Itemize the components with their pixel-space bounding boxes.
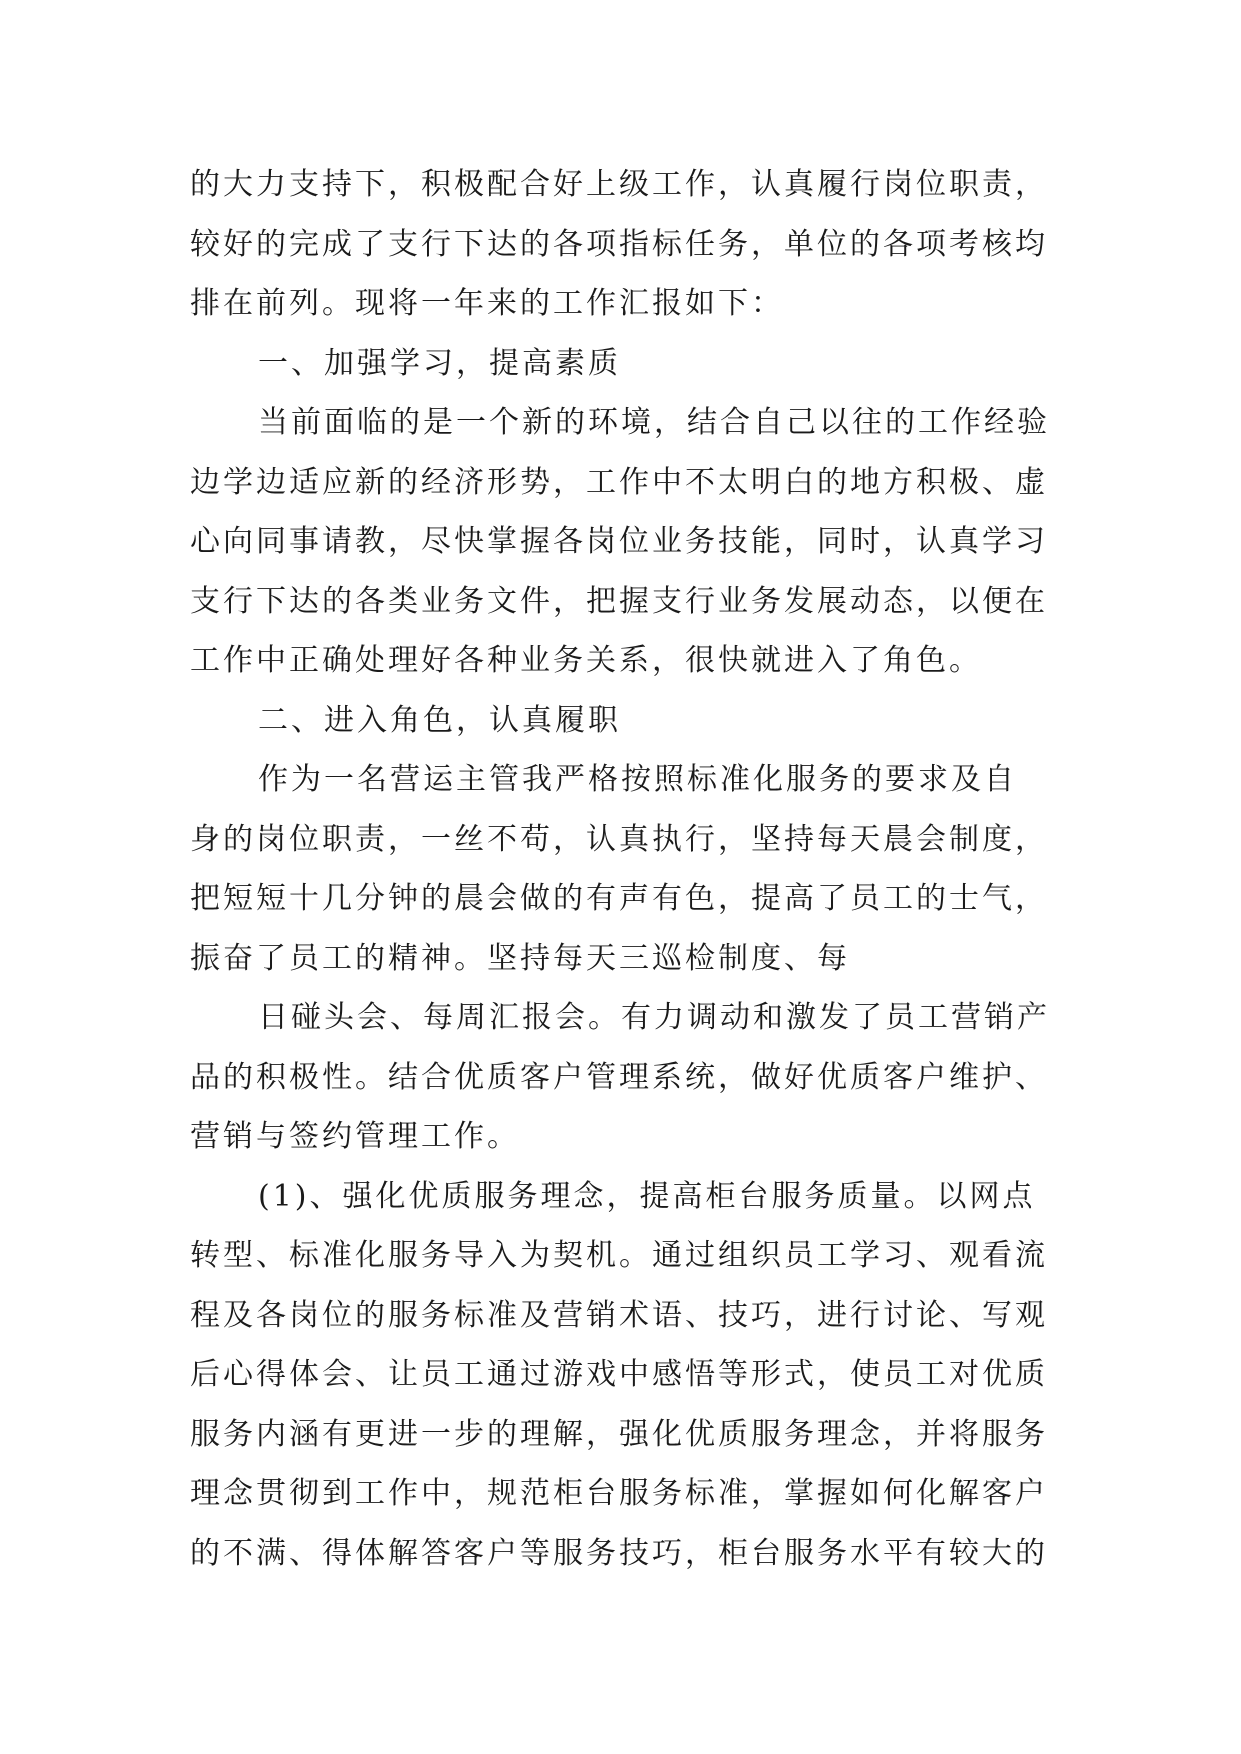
text-line: 身的岗位职责，一丝不苟，认真执行，坚持每天晨会制度，	[190, 821, 1048, 857]
paragraph-first-line: 日碰头会、每周汇报会。有力调动和激发了员工营销产	[258, 1000, 1050, 1035]
text-line: 服务内涵有更进一步的理解，强化优质服务理念，并将服务	[190, 1416, 1048, 1452]
text-line: 工作中正确处理好各种业务关系，很快就进入了角色。	[190, 643, 982, 678]
section-heading: 二、进入角色，认真履职	[258, 702, 621, 738]
text-line: 品的积极性。结合优质客户管理系统，做好优质客户维护、	[190, 1059, 1048, 1095]
text-line: 边学边适应新的经济形势，工作中不太明白的地方积极、虚	[190, 464, 1048, 500]
text-line: 振奋了员工的精神。坚持每天三巡检制度、每	[190, 940, 850, 976]
text-line: 转型、标准化服务导入为契机。通过组织员工学习、观看流	[190, 1238, 1048, 1273]
paragraph-first-line: 当前面临的是一个新的环境，结合自己以往的工作经验	[258, 405, 1050, 440]
document-body	[190, 155, 1070, 1583]
text-line: 理念贯彻到工作中，规范柜台服务标准，掌握如何化解客户	[190, 1476, 1048, 1511]
text-line: 把短短十几分钟的晨会做的有声有色，提高了员工的士气，	[190, 881, 1048, 916]
text-line: 的不满、得体解答客户等服务技巧，柜台服务水平有较大的	[190, 1535, 1048, 1571]
text-line: 排在前列。现将一年来的工作汇报如下：	[190, 286, 784, 321]
section-heading: 一、加强学习，提高素质	[258, 345, 621, 381]
text-line: 后心得体会、让员工通过游戏中感悟等形式，使员工对优质	[190, 1357, 1048, 1392]
paragraph-first-line: 作为一名营运主管我严格按照标准化服务的要求及自	[258, 762, 1017, 797]
text-line: 程及各岗位的服务标准及营销术语、技巧，进行讨论、写观	[190, 1297, 1048, 1333]
text-line: 的大力支持下，积极配合好上级工作，认真履行岗位职责，	[190, 167, 1048, 202]
text-line: 支行下达的各类业务文件，把握支行业务发展动态，以便在	[190, 583, 1048, 619]
paragraph-first-line: (1)、强化优质服务理念，提高柜台服务质量。以网点	[258, 1178, 1036, 1214]
text-line: 较好的完成了支行下达的各项指标任务，单位的各项考核均	[190, 226, 1048, 262]
text-line: 营销与签约管理工作。	[190, 1119, 520, 1154]
text-line: 心向同事请教，尽快掌握各岗位业务技能，同时，认真学习	[190, 524, 1048, 559]
